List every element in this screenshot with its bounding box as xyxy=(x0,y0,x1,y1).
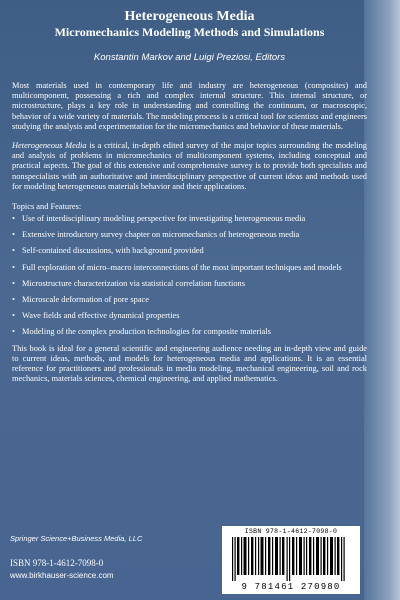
barcode-bars xyxy=(228,537,354,581)
paragraph-2-text: is a critical, in-depth edited survey of the major topics surrounding the modeling and analysis of problems in micromechanics of multicomponent systems, including conceptual and practical aspects. The goal of this extensive and comprehensive survey is to provide both specialists and nonspecialists with an authoritative and interdisciplinary perspective of current ideas and methods used for modeling heterogeneous materials behavior and their applications. xyxy=(12,141,367,191)
book-subtitle: Micromechanics Modeling Methods and Simulations xyxy=(54,25,325,39)
barcode-number: 9 781461 270980 xyxy=(226,582,356,592)
description-paragraph-1: Most materials used in contemporary life and industry are heterogeneous (composites) and multicomponent, possessing a rich and complex internal structure. This internal structure, or microstructure, plays a key role in understanding and controlling the continuum, or macroscopic, behavior of a wide variety of materials. The modeling process is a critical tool for scientists and engineers studying the analysis and experimentation for the micromechanics and behavior of these materials. xyxy=(12,81,367,131)
description-paragraph-3: This book is ideal for a general scientific and engineering audience needing an in-depth view and guide to current ideas, methods, and models for heterogeneous media and applications. It is an essential reference for practitioners and professionals in media modeling, mechanical engineering, soil and rock mechanics, materials sciences, chemical engineering, and applied mathematics. xyxy=(12,343,367,384)
topic-item: • Full exploration of micro–macro interconnections of the most important techniques and models xyxy=(12,263,367,273)
topics-list xyxy=(12,214,367,338)
description-paragraph-2 xyxy=(12,141,367,192)
topic-item: • Wave fields and effective dynamical properties xyxy=(12,311,367,321)
topic-item: • Microstructure characterization via statistical correlation functions xyxy=(12,279,367,289)
topic-item: • Use of interdisciplinary modeling perspective for investigating heterogeneous media xyxy=(12,214,367,224)
publisher-name: Springer Science+Business Media, LLC xyxy=(10,534,143,543)
isbn-text: ISBN 978-1-4612-7098-0 xyxy=(10,558,104,568)
cover-footer xyxy=(0,530,364,600)
topic-item: • Microscale deformation of pore space xyxy=(12,295,367,305)
book-title-italic: Heterogeneous Media xyxy=(12,141,87,151)
topic-item: • Extensive introductory survey chapter on micromechanics of heterogeneous media xyxy=(12,230,367,240)
topics-heading: Topics and Features: xyxy=(12,202,82,212)
cover-content xyxy=(12,8,367,384)
barcode xyxy=(222,526,360,594)
barcode-isbn: ISBN 978-1-4612-7098-0 xyxy=(244,528,338,535)
publisher-url: www.birkhauser-science.com xyxy=(10,571,114,580)
topic-item: • Modeling of the complex production technologies for composite materials xyxy=(12,327,367,337)
spine-edge xyxy=(364,0,400,600)
editors-line: Konstantin Markov and Luigi Preziosi, Editors xyxy=(93,52,286,63)
topic-item: • Self-contained discussions, with background provided xyxy=(12,246,367,256)
book-title: Heterogeneous Media xyxy=(124,9,255,24)
